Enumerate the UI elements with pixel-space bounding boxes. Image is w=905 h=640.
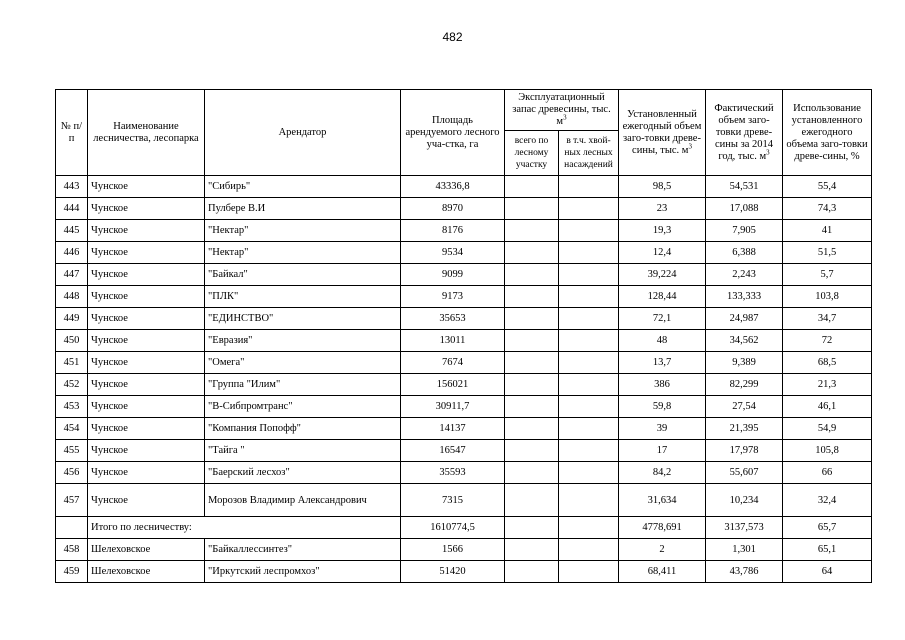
table-row <box>56 176 872 198</box>
cell-reserve-coniferous <box>559 517 619 539</box>
cell-area: 51420 <box>401 561 505 583</box>
cell-tenant: Морозов Владимир Александрович <box>205 484 401 517</box>
cell-usage: 41 <box>783 220 872 242</box>
cell-reserve-total <box>505 198 559 220</box>
cell-reserve-total <box>505 330 559 352</box>
header-reserve-coniferous: в т.ч. хвой-ных лесных насаждений <box>559 131 619 176</box>
cell-annual: 68,411 <box>619 561 706 583</box>
cell-actual: 43,786 <box>706 561 783 583</box>
cell-actual: 24,987 <box>706 308 783 330</box>
cell-usage: 105,8 <box>783 440 872 462</box>
table-row <box>56 374 872 396</box>
cell-forestry: Шелеховское <box>88 539 205 561</box>
cell-reserve-coniferous <box>559 418 619 440</box>
cell-forestry: Чунское <box>88 352 205 374</box>
cell-actual: 17,978 <box>706 440 783 462</box>
cell-num: 447 <box>56 264 88 286</box>
cell-actual: 21,395 <box>706 418 783 440</box>
table-row <box>56 561 872 583</box>
cell-area: 9173 <box>401 286 505 308</box>
cell-num: 443 <box>56 176 88 198</box>
cell-reserve-coniferous <box>559 264 619 286</box>
cell-reserve-coniferous <box>559 352 619 374</box>
cube-superscript: 3 <box>688 142 692 150</box>
cell-actual: 9,389 <box>706 352 783 374</box>
cell-forestry: Чунское <box>88 374 205 396</box>
cell-reserve-total <box>505 242 559 264</box>
cell-annual: 128,44 <box>619 286 706 308</box>
cell-tenant: "Тайга " <box>205 440 401 462</box>
cell-tenant: "Омега" <box>205 352 401 374</box>
header-annual-volume <box>619 90 706 176</box>
cell-reserve-coniferous <box>559 396 619 418</box>
cell-usage: 34,7 <box>783 308 872 330</box>
cell-area: 9534 <box>401 242 505 264</box>
cell-actual: 10,234 <box>706 484 783 517</box>
cell-actual: 1,301 <box>706 539 783 561</box>
cell-num: 459 <box>56 561 88 583</box>
subtotal-label: Итого по лесничеству: <box>88 517 401 539</box>
cell-actual: 27,54 <box>706 396 783 418</box>
cell-num: 455 <box>56 440 88 462</box>
cell-tenant: "Иркутский леспромхоз" <box>205 561 401 583</box>
cell-reserve-coniferous <box>559 198 619 220</box>
cell-reserve-coniferous <box>559 374 619 396</box>
cell-forestry: Чунское <box>88 176 205 198</box>
cell-actual: 2,243 <box>706 264 783 286</box>
cell-reserve-coniferous <box>559 484 619 517</box>
cell-num <box>56 517 88 539</box>
cell-area: 13011 <box>401 330 505 352</box>
cell-reserve-coniferous <box>559 286 619 308</box>
cell-tenant: "ПЛК" <box>205 286 401 308</box>
cell-num: 448 <box>56 286 88 308</box>
cell-forestry: Шелеховское <box>88 561 205 583</box>
cell-actual: 82,299 <box>706 374 783 396</box>
cell-actual: 54,531 <box>706 176 783 198</box>
cell-num: 454 <box>56 418 88 440</box>
cell-tenant: "Байкаллессинтез" <box>205 539 401 561</box>
cell-annual: 23 <box>619 198 706 220</box>
cell-reserve-coniferous <box>559 176 619 198</box>
cell-tenant: "Группа "Илим" <box>205 374 401 396</box>
cell-tenant: "Нектар" <box>205 242 401 264</box>
table-row <box>56 220 872 242</box>
header-actual-label: Фактический объем заго-товки древе-сины за 2014 год, тыс. м <box>714 102 774 162</box>
table-row <box>56 396 872 418</box>
cell-reserve-coniferous <box>559 440 619 462</box>
cell-num: 449 <box>56 308 88 330</box>
cell-num: 456 <box>56 462 88 484</box>
cell-area: 9099 <box>401 264 505 286</box>
table-row <box>56 484 872 517</box>
subtotal-row <box>56 517 872 539</box>
cell-forestry: Чунское <box>88 440 205 462</box>
cell-reserve-total <box>505 308 559 330</box>
cell-reserve-coniferous <box>559 462 619 484</box>
cell-tenant: "Сибирь" <box>205 176 401 198</box>
table-row <box>56 286 872 308</box>
cell-reserve-total <box>505 462 559 484</box>
cell-annual: 31,634 <box>619 484 706 517</box>
cell-annual: 72,1 <box>619 308 706 330</box>
cell-reserve-total <box>505 517 559 539</box>
header-annual-label: Установленный ежегодный объем заго-товки древе-сины, тыс. м <box>622 108 702 156</box>
cell-reserve-coniferous <box>559 330 619 352</box>
cell-usage: 74,3 <box>783 198 872 220</box>
cell-actual: 17,088 <box>706 198 783 220</box>
subtotal-annual: 4778,691 <box>619 517 706 539</box>
cell-forestry: Чунское <box>88 418 205 440</box>
cell-actual: 34,562 <box>706 330 783 352</box>
cell-reserve-coniferous <box>559 561 619 583</box>
cube-superscript: 3 <box>766 148 770 156</box>
table-row <box>56 264 872 286</box>
cell-area: 30911,7 <box>401 396 505 418</box>
cell-usage: 51,5 <box>783 242 872 264</box>
header-num: № п/п <box>56 90 88 176</box>
header-reserve-total: всего по лесному участку <box>505 131 559 176</box>
cell-tenant: "Баерский лесхоз" <box>205 462 401 484</box>
cell-annual: 19,3 <box>619 220 706 242</box>
cell-forestry: Чунское <box>88 462 205 484</box>
cell-actual: 55,607 <box>706 462 783 484</box>
header-tenant: Арендатор <box>205 90 401 176</box>
cell-num: 450 <box>56 330 88 352</box>
cell-forestry: Чунское <box>88 330 205 352</box>
forest-lease-table <box>55 89 872 583</box>
cell-reserve-total <box>505 286 559 308</box>
cell-reserve-total <box>505 352 559 374</box>
cell-annual: 98,5 <box>619 176 706 198</box>
header-usage: Использование установленного ежегодного объема заго-товки древе-сины, % <box>783 90 872 176</box>
cell-tenant: "Компания Попофф" <box>205 418 401 440</box>
cell-tenant: "В-Сибпромтранс" <box>205 396 401 418</box>
table-row <box>56 308 872 330</box>
cell-reserve-total <box>505 418 559 440</box>
cell-num: 457 <box>56 484 88 517</box>
cell-reserve-total <box>505 176 559 198</box>
cell-tenant: "Байкал" <box>205 264 401 286</box>
subtotal-area: 1610774,5 <box>401 517 505 539</box>
table-row <box>56 352 872 374</box>
header-reserve-label: Эксплуатационный запас древесины, тыс. м <box>512 92 611 127</box>
cell-actual: 6,388 <box>706 242 783 264</box>
table-row <box>56 462 872 484</box>
cell-annual: 2 <box>619 539 706 561</box>
header-actual-volume <box>706 90 783 176</box>
cell-reserve-total <box>505 220 559 242</box>
subtotal-actual: 3137,573 <box>706 517 783 539</box>
cell-reserve-coniferous <box>559 242 619 264</box>
cube-superscript: 3 <box>563 113 567 122</box>
cell-reserve-total <box>505 374 559 396</box>
cell-annual: 39,224 <box>619 264 706 286</box>
cell-forestry: Чунское <box>88 220 205 242</box>
table-row <box>56 440 872 462</box>
cell-usage: 65,1 <box>783 539 872 561</box>
cell-usage: 66 <box>783 462 872 484</box>
cell-usage: 72 <box>783 330 872 352</box>
cell-usage: 46,1 <box>783 396 872 418</box>
cell-area: 7315 <box>401 484 505 517</box>
cell-forestry: Чунское <box>88 242 205 264</box>
cell-usage: 64 <box>783 561 872 583</box>
cell-reserve-coniferous <box>559 308 619 330</box>
cell-tenant: Пулбере В.И <box>205 198 401 220</box>
cell-forestry: Чунское <box>88 396 205 418</box>
cell-forestry: Чунское <box>88 308 205 330</box>
table-row <box>56 418 872 440</box>
cell-num: 445 <box>56 220 88 242</box>
cell-forestry: Чунское <box>88 198 205 220</box>
cell-annual: 84,2 <box>619 462 706 484</box>
cell-annual: 39 <box>619 418 706 440</box>
subtotal-usage: 65,7 <box>783 517 872 539</box>
cell-area: 8176 <box>401 220 505 242</box>
cell-actual: 7,905 <box>706 220 783 242</box>
cell-area: 35653 <box>401 308 505 330</box>
cell-usage: 54,9 <box>783 418 872 440</box>
cell-num: 444 <box>56 198 88 220</box>
table-row <box>56 242 872 264</box>
cell-reserve-coniferous <box>559 220 619 242</box>
cell-num: 451 <box>56 352 88 374</box>
header-area: Площадь арендуемого лесного уча-стка, га <box>401 90 505 176</box>
cell-actual: 133,333 <box>706 286 783 308</box>
cell-tenant: "Евразия" <box>205 330 401 352</box>
cell-forestry: Чунское <box>88 286 205 308</box>
cell-area: 8970 <box>401 198 505 220</box>
table-row <box>56 539 872 561</box>
cell-tenant: "Нектар" <box>205 220 401 242</box>
cell-tenant: "ЕДИНСТВО" <box>205 308 401 330</box>
table-row <box>56 198 872 220</box>
cell-usage: 55,4 <box>783 176 872 198</box>
cell-area: 1566 <box>401 539 505 561</box>
cell-annual: 13,7 <box>619 352 706 374</box>
cell-forestry: Чунское <box>88 484 205 517</box>
cell-num: 452 <box>56 374 88 396</box>
page-number: 482 <box>442 30 463 44</box>
cell-reserve-total <box>505 539 559 561</box>
cell-annual: 48 <box>619 330 706 352</box>
table-row <box>56 330 872 352</box>
cell-forestry: Чунское <box>88 264 205 286</box>
cell-usage: 21,3 <box>783 374 872 396</box>
header-reserve <box>505 90 619 131</box>
cell-reserve-total <box>505 440 559 462</box>
cell-area: 7674 <box>401 352 505 374</box>
cell-usage: 103,8 <box>783 286 872 308</box>
table-body <box>56 176 872 583</box>
cell-reserve-total <box>505 561 559 583</box>
cell-num: 446 <box>56 242 88 264</box>
cell-reserve-total <box>505 396 559 418</box>
cell-reserve-coniferous <box>559 539 619 561</box>
cell-usage: 5,7 <box>783 264 872 286</box>
cell-area: 14137 <box>401 418 505 440</box>
cell-area: 43336,8 <box>401 176 505 198</box>
cell-num: 453 <box>56 396 88 418</box>
cell-annual: 12,4 <box>619 242 706 264</box>
cell-num: 458 <box>56 539 88 561</box>
cell-annual: 17 <box>619 440 706 462</box>
cell-usage: 32,4 <box>783 484 872 517</box>
cell-annual: 59,8 <box>619 396 706 418</box>
table-header <box>56 90 872 176</box>
cell-area: 16547 <box>401 440 505 462</box>
cell-area: 156021 <box>401 374 505 396</box>
cell-reserve-total <box>505 264 559 286</box>
cell-usage: 68,5 <box>783 352 872 374</box>
cell-reserve-total <box>505 484 559 517</box>
cell-area: 35593 <box>401 462 505 484</box>
cell-annual: 386 <box>619 374 706 396</box>
header-forestry-name: Наименование лесничества, лесопарка <box>88 90 205 176</box>
